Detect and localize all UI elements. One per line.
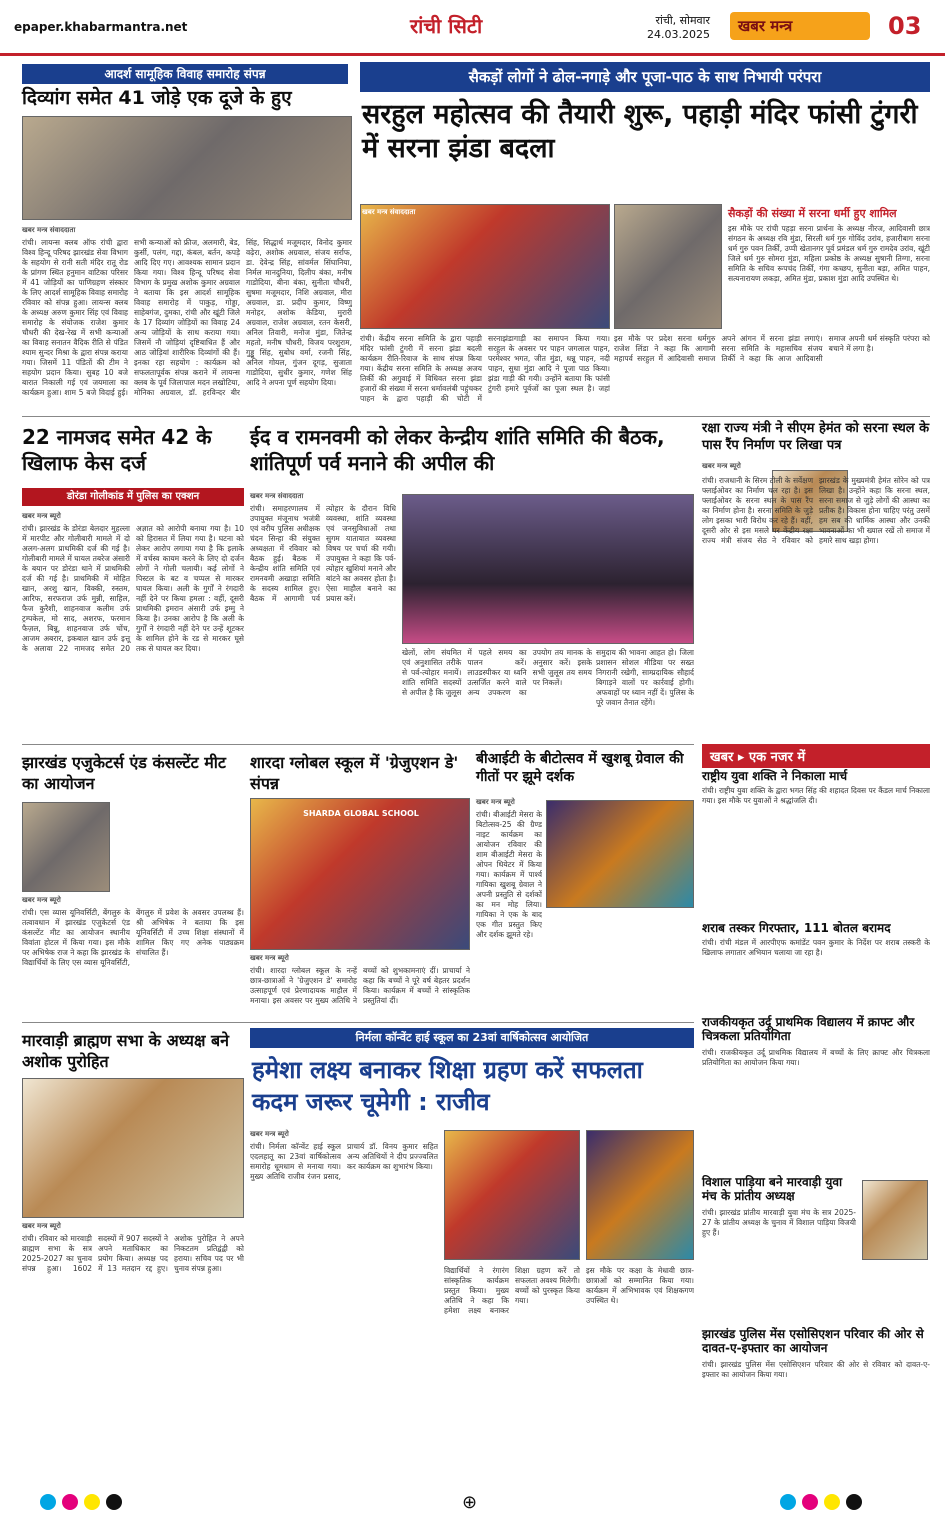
story4-body-b: खेलों, लोग संयमित एवं अनुशासित तरीके से पर्व-त्योहार मनायें। शांति समिति सदस्यों से अपील है कि जुलूस में पहले समय का पालन करें। लाउडस्पीकर या ध्वनि उत्सर्जित करने वाले अन्य उपकरण का उपयोग तय मानक के अनुसार करें। इसके सभी जुलूस तय समय पर निकलें। — [402, 648, 592, 697]
story3-byline: खबर मन्त्र ब्यूरो — [22, 512, 61, 520]
story8-body: रांची। बीआईटी मेसरा के बिटोत्सव-25 की ग्रैण्ड नाइट कार्यक्रम का आयोजन रविवार की शाम बीआईटी मेसरा के ओपन थियेटर में किया गया। कार्यक्रम में पार्श्व गायिका खुशबू ग्रेवाल ने अपनी प्रस्तुति से दर्शकों का मन मोह लिया। गायिका ने एक के बाद एक गीत प्रस्तुत किए और दर्शक झूमते रहे। — [476, 810, 542, 939]
story7-photo-caption: SHARDA GLOBAL SCHOOL — [303, 809, 419, 818]
divider — [22, 744, 694, 745]
story9-photo — [22, 1078, 244, 1218]
story7-headline: शारदा ग्लोबल स्कूल में 'ग्रेजुएशन डे' संपन्न — [250, 753, 459, 793]
story1-headline: दिव्यांग समेत 41 जोड़े एक दूजे के हुए — [22, 87, 292, 109]
sidebar-tag-title: एक नजर में — [748, 750, 806, 765]
story10-body-c: इस मौके पर कक्षा के मेधावी छात्र-छात्राओं को सम्मानित किया गया। कार्यक्रम में अभिभावक एवं शिक्षकगण उपस्थित थे। — [586, 1266, 694, 1305]
sidebar-photo — [862, 1180, 928, 1260]
sidebar-item-title: शराब तस्कर गिरफ्तार, 111 बोतल बरामद — [702, 921, 891, 935]
story10-headline: हमेशा लक्ष्य बनाकर शिक्षा ग्रहण करें सफलता कदम जरूर चूमेगी : राजीव — [252, 1056, 643, 1116]
story3-kicker: डोरंडा गोलीकांड में पुलिस का एक्शन — [22, 488, 244, 506]
color-swatch — [106, 1494, 122, 1510]
section-title: रांची सिटी — [410, 14, 483, 38]
story2-headline: सरहुल महोत्सव की तैयारी शुरू, पहाड़ी मंदिर फांसी टुंगरी में सरना झंडा बदला — [362, 99, 918, 164]
color-swatch — [802, 1494, 818, 1510]
sidebar-item-body: रांची। राजकीयकृत उर्दू प्राथमिक विद्यालय में बच्चों के लिए क्राफ्ट और चित्रकला प्रतियोगिता का आयोजन किया गया। — [702, 1048, 930, 1067]
story5-byline: खबर मन्त्र ब्यूरो — [702, 462, 741, 470]
story2-photo-right — [614, 204, 722, 329]
story6-photo — [22, 802, 110, 892]
story2-body-c: इस मौके पर रांची पहड़ा सरना प्रार्थना के अध्यक्ष नीरज, आदिवासी छात्र संगठन के अध्यक्ष रवि मुंडा, सिरली धर्म गुरु गोविंद उरांव, हजारीबाग सरना धर्म गुरु पवन तिर्की, उप्पी खेतानगर पूर्व प्रमंडल धर्म गुरु रामदेव उरांव, खूंटी जिले धर्म गुरु सोमरा मुंडा, महिला प्रकोष्ठ के अध्यक्ष सुषानी तिग्गा, सरना समिति के सचिव रूपचंद तिर्की, गंगा कच्छप, सुनीता बड़ा, अमित पाहन, सत्यनारायण लकड़ा, अमित मुंडा, प्रकाश मुंडा आदि उपस्थित थे। — [728, 224, 930, 283]
story2-byline: खबर मन्त्र संवाददाता — [362, 208, 416, 216]
story4-body-a: रांची। समाहरणालय में उपायुक्त मंजूनाथ भजंत्री एवं वरीय पुलिस अधीक्षक चंदन सिन्हा की संयुक्त अध्यक्षता में रविवार को बैठक हुई। बैठक में केन्द्रीय शांति समिति एवं रामनवमी अखाड़ा समिति के सदस्य शामिल हुए। बैठक में आगामी पर्व त्योहार के दौरान विधि व्यवस्था, शांति व्यवस्था एवं जनसुविधाओं तथा सुगम यातायात व्यवस्था विषय पर चर्चा की गयी। उपायुक्त ने कहा कि पर्व-त्योहार खुशियां मनाने और बांटने का अवसर होता है। ऐसा माहौल बनाने का प्रयास करें। — [250, 504, 396, 603]
color-swatch — [84, 1494, 100, 1510]
story6-byline: खबर मन्त्र ब्यूरो — [22, 896, 61, 904]
dateline — [640, 14, 710, 42]
story3-body: रांची। झारखंड के डोरंडा बेलदार मुहल्ला में मारपीट और गोलीबारी मामले में दो अलग-अलग प्राथमिकी दर्ज की गई है। गोलीबारी मामले में घायल तबरेज अंसारी के बयान पर डोरंडा थाने में प्राथमिकी दर्ज की गई है। प्राथमिकी में मोहित खान, अरशु खान, विक्की, रुस्तम, आरिफ, सरफराज उर्फ मुन्नी, साहिल, फैज कुरैशी, शाहनवाज कलीम उर्फ ट्रम्पकेल, मो साद, अशरफ, फरमान फैज़ल, बिन्नू, शाहनवाज उर्फ चोंच, आजम अबरार, इकबाल खान उर्फ इत्तू के अलावा 22 नामजद समेत 20 अज्ञात को आरोपी बनाया गया है। 10 को हिरासत में लिया गया है। घटना को लेकर आरोप लगाया गया है कि इलाके में वर्चस्व कायम करने के लिए दो दर्जन लोगों ने गोली चलायी। कई लोगों ने पिस्टल के बट व चप्पल से मारकर घायल किया। अली के गुर्गों ने रंगदारी नहीं देने पर किया हमला : वहीं, दूसरी प्राथमिकी इमरान अंसारी उर्फ इम्मु ने किया है। उनका आरोप है कि अली के गुर्गों ने रंगदारी नहीं देने पर उन्हें शूटकर के शामिल होने के रड से मारकर घूसे तक से घायल कर दिया। — [22, 524, 244, 653]
sidebar-item-body: रांची। झारखंड प्रांतीय मारवाड़ी युवा मंच के सत्र 2025-27 के प्रांतीय अध्यक्ष के चुनाव में विशाल पाड़िया विजयी हुए हैं। — [702, 1208, 856, 1237]
story6-body: रांची। एस व्यास यूनिवर्सिटी, बेंगलुरु के तत्वावधान में झारखंड एजुकेटर्स एंड कंसल्टेंट मीट का आयोजन स्थानीय विवांता होटल में किया गया। इस मौके पर अभिषेक राज ने कहा कि झारखंड के विद्यार्थियों के लिए एस व्यास यूनिवर्सिटी, बेंगलुरु में प्रवेश के अवसर उपलब्ध हैं। श्री अभिषेक ने बताया कि इस यूनिवर्सिटी में उच्च शिक्षा संस्थानों में शामिल किए गए अनेक पाठ्यक्रम संचालित हैं। — [22, 908, 244, 967]
story2-photo-left — [360, 204, 610, 329]
story6-headline: झारखंड एजुकेटर्स एंड कंसल्टेंट मीट का आयोजन — [22, 753, 226, 793]
sidebar-tag: खबर ▸ एक नजर में — [702, 744, 930, 768]
story5-body: रांची। राजधानी के सिरम टोली के सर्वेक्षण फ्लाईओवर का निर्माण चल रहा है। इस फ्लाईओवर के सरना स्थल के पास रैंप का निर्माण होना है। सरना समिति के जुड़े लोग इसका भारी विरोध कर रहे हैं। वहीं, दूसरी ओर से इस मसले पर केंद्रीय रक्षा राज्य मंत्री संजय सेठ ने रविवार को झारखंड के मुख्यमंत्री हेमंत सोरेन को पत्र लिखा है। उन्होंने कहा कि सरना स्थल, सरना समाज से जुड़े लोगों की आस्था का प्रतीक है। विकास होना चाहिए परंतु उसमें हम सब की धार्मिक आस्था और उनकी भावनाओं का भी ख्याल रखें तो समाज में हमारे साथ खड़ा होगा। — [702, 476, 930, 545]
story10-byline: खबर मन्त्र ब्यूरो — [250, 1130, 289, 1138]
color-swatch — [62, 1494, 78, 1510]
masthead — [0, 0, 945, 56]
sidebar — [702, 744, 930, 1484]
brand-logo — [730, 12, 870, 40]
sidebar-item-title: झारखंड पुलिस मेंस एसोसिएशन परिवार की ओर से दावत-ए-इफ्तार का आयोजन — [702, 1327, 924, 1355]
date-day: रांची, सोमवार — [655, 14, 710, 27]
story10-photo-left — [444, 1130, 580, 1260]
story10-kicker: निर्मला कॉन्वेंट हाई स्कूल का 23वां वार्षिकोत्सव आयोजित — [250, 1028, 694, 1048]
story9-headline: मारवाड़ी ब्राह्मण सभा के अध्यक्ष बने अशोक पुरोहित — [22, 1031, 230, 1071]
story2-kicker: सैकड़ों लोगों ने ढोल-नगाड़े और पूजा-पाठ के साथ निभायी परंपरा — [360, 62, 930, 92]
sidebar-item-body: रांची। रांची मंडल में आरपीएफ कमांडेंट पवन कुमार के निर्देश पर शराब तस्करी के खिलाफ लगातार अभियान चलाया जा रहा है। — [702, 938, 930, 957]
crosshair-icon: ⊕ — [462, 1492, 478, 1513]
story1-byline: खबर मन्त्र संवाददाता — [22, 226, 76, 234]
story10-body-a: रांची। निर्मला कॉन्वेंट हाई स्कूल एदलहातू का 23वां वार्षिकोत्सव समारोह धूमधाम से मनाया गया। मुख्य अतिथि राजीव रंजन प्रसाद, प्राचार्य डॉ. विनय कुमार सहित अन्य अतिथियों ने दीप प्रज्ज्वलित कर कार्यक्रम का शुभारंभ किया। — [250, 1142, 438, 1181]
story8-headline: बीआईटी के बीटोत्सव में खुशबू ग्रेवाल की गीतों पर झूमे दर्शक — [476, 751, 684, 785]
story2-body-a: रांची। केंद्रीय सरना समिति के द्वारा पहाड़ी मंदिर फांसी टुंगरी में सरना झंडा बदली कार्यक्रम रीति-रिवाज के साथ संपन्न किया गया। केंद्रीय सरना समिति के अध्यक्ष अजय तिर्की की अगुवाई में विधिवत सरना झंडा हजारों की संख्या में सरना धर्मावलंबी पहुंचकर पाहन के द्वारा पहाड़ी की चोटी में सरनाझंडागाड़ी का समापन किया गया। सरहुल के अवसर पर पाहन जगलाल पाहन, परमेश्वर भगत, जीत मुंडा, धन्नू पाहन, नदी पाहन, सुधा मुंडा आदि ने पूजा पाठ किया। झंडा गाड़ी की गयी। उन्होंने बताया कि फांसी टुंगरी हमारे पूर्वजों का पूजा स्थल है। जहां — [360, 334, 610, 403]
story1-photo — [22, 116, 352, 220]
story4-byline: खबर मन्त्र संवाददाता — [250, 492, 304, 500]
story8-byline: खबर मन्त्र ब्यूरो — [476, 798, 515, 806]
story5-headline: रक्षा राज्य मंत्री ने सीएम हेमंत को सरना स्थल के पास रैंप निर्माण पर लिखा पत्र — [702, 421, 930, 453]
date-value: 24.03.2025 — [647, 28, 710, 41]
story1-body: रांची। लायन्स क्लब ऑफ रांची द्वारा विश्व हिन्दू परिषद झारखंड सेवा विभाग के सहयोग से रानी सती मंदिर रातू रोड के प्रांगण स्थित हनुमान वाटिका परिसर में 41 जोड़ियों का पाणिग्रहण संस्कार के लिए आदर्श सामूहिक विवाह समारोह रविवार को संपन्न हुआ। लायन्स क्लब के अध्यक्ष अरुण कुमार सिंह एवं विवाह समारोह के संयोजक राजेश कुमार चौधरी की देख-रेख में सभी कन्याओं का विवाह सनातन वैदिक रीति से पंडित श्याम सुन्दर मिश्रा के द्वारा संपन्न कराया गया। जिसमें 11 पंडितों की टीम ने सहयोग प्रदान किया। सुबह 10 बजे बारात निकाली गई एवं जयमाला का कार्यक्रम हुआ। शाम 5 बजे विदाई हुई। सभी कन्याओं को फ्रीज, अलमारी, बेड, कुर्सी, पलंग, गद्दा, कंबल, बर्तन, कपड़े आदि दिए गए। आवश्यक सामान प्रदान किया गया। विश्व हिन्दू परिषद सेवा विभाग के प्रमुख अशोक कुमार अग्रवाल ने बताया कि इस आदर्श सामूहिक विवाह समारोह में पाकुड़, गोड्डा, साहेबगंज, दुमका, रांची और खूंटी जिले के 17 दिव्यांग जोड़ियों का विवाह 24 अन्य जोड़ियों के साथ कराया गया। जिसमें नौ जोड़ियां दृष्टिबाधित हैं और आठ जोड़ियां शारीरिक दिव्यांगों की हैं। इनका रहा सहयोग : कार्यक्रम को सफलतापूर्वक संपन्न कराने में लायन्स क्लब के पूर्व जिलापाल मदन लखोटिया, मोनिका अग्रवाल, डॉ. हरविन्दर बीर सिंह, सिद्धार्थ मजूमदार, विनोद कुमार वढ़ेरा, अशोक अग्रवाल, संजय सर्राफ, डा. देवेन्द्र सिंह, सांवर्मल सिंघानिया, निर्मल मानदुनिया, दिलीप बंका, मनीष गाडोदिया, बीना बंका, सुनीता चौधरी, सुषमा मजूमदार, निशि अग्रवाल, मीरा अग्रवाल, डा. प्रदीप कुमार, विष्णु मनोहर, अशोक केडिया, मुरारी अग्रवाल, राजेश अग्रवाल, रतन केसरी, अनिल तिवारी, मनोज मुंडा, जितेन्द्र महतो, मनीष चौधरी, विजय परशुराम, गुड्डू सिंह, सुबोध वर्मा, रजनी सिंह, अनिल गोयल, गुंजन दूगड़, सुजाता गाडोदिया, सुधीर कुमार, गणेश सिंह आदि ने अपना पूर्ण सहयोग दिया। — [22, 238, 352, 397]
sidebar-item-title: राष्ट्रीय युवा शक्ति ने निकाला मार्च — [702, 769, 848, 783]
color-swatch — [846, 1494, 862, 1510]
story9-byline: खबर मन्त्र ब्यूरो — [22, 1222, 61, 1230]
story10-photo-right — [586, 1130, 694, 1260]
brand-name: खबर मन्त्र — [738, 17, 793, 35]
divider — [22, 1022, 694, 1023]
divider — [22, 416, 930, 417]
story7-photo — [250, 798, 470, 950]
story9-body: रांची। रविवार को मारवाड़ी ब्राह्मण सभा के सत्र 2025-2027 का चुनाव संपन्न हुआ। 1602 सदस्यों में 907 सदस्यों ने अपने मताधिकार का प्रयोग किया। अध्यक्ष पद में 13 मतदान रद्द हुए। अशोक पुरोहित ने अपने निकटतम प्रतिद्वंद्वी को हराया। सचिव पद पर भी चुनाव संपन्न हुआ। — [22, 1234, 244, 1273]
page-number: 03 — [888, 12, 922, 40]
story2-subhead: सैकड़ों की संख्या में सरना धर्मी हुए शामिल — [728, 207, 897, 220]
story4-body-c: समुदाय की भावना आहत हो। जिला प्रशासन सोशल मीडिया पर सख्त निगरानी रखेगी, साम्प्रदायिक सौहार्द बिगाड़ने वालों पर कार्रवाई होगी। अफवाहों पर ध्यान नहीं दें। पुलिस के पूरे जवान तैनात रहेंगे। — [596, 648, 694, 707]
sidebar-item-body: रांची। झारखंड पुलिस मेंस एसोसिएशन परिवार की ओर से रविवार को दावत-ए-इफ्तार का आयोजन किया गया। — [702, 1360, 930, 1379]
color-swatch — [40, 1494, 56, 1510]
story4-headline: ईद व रामनवमी को लेकर केन्द्रीय शांति समिति की बैठक, शांतिपूर्ण पर्व मनाने की अपील की — [250, 425, 665, 475]
sidebar-item-title: राजकीयकृत उर्दू प्राथमिक विद्यालय में क्राफ्ट और चित्रकला प्रतियोगिता — [702, 1015, 915, 1043]
sidebar-tag-brand: खबर — [710, 750, 734, 765]
color-swatch — [824, 1494, 840, 1510]
color-swatch — [780, 1494, 796, 1510]
story10-body-b: विद्यार्थियों ने रंगारंग सांस्कृतिक कार्यक्रम प्रस्तुत किया। मुख्य अतिथि ने कहा कि हमेशा लक्ष्य बनाकर शिक्षा ग्रहण करें तो सफलता अवश्य मिलेगी। बच्चों को पुरस्कृत किया गया। — [444, 1266, 580, 1315]
story3-headline: 22 नामजद समेत 42 के खिलाफ केस दर्ज — [22, 425, 212, 475]
story7-body: रांची। शारदा ग्लोबल स्कूल के नन्हें छात्र-छात्राओं ने 'ग्रेजुएशन डे' समारोह उत्साहपूर्ण एवं प्रेरणादायक माहौल में मनाया। इस अवसर पर मुख्य अतिथि ने बच्चों को शुभकामनाएं दीं। प्राचार्या ने कहा कि बच्चों ने पूरे वर्ष बेहतर प्रदर्शन किया। कार्यक्रम में बच्चों ने सांस्कृतिक प्रस्तुतियां दीं। — [250, 966, 470, 1005]
site-url[interactable]: epaper.khabarmantra.net — [14, 20, 188, 34]
print-marks — [0, 1490, 945, 1517]
story2-body-b: इस मौके पर प्रदेश सरना धर्मगुरु राजेश लिंडा ने कहा कि आगामी महापर्व सरहुल में आदिवासी समाज अपने आंगन में सरना झंडा लगाएं। सरना समिति के महासचिव संजय तिर्की ने कहा कि आज आदिवासी समाज अपनी धर्म संस्कृति परंपरा को बचाने में लगा है। — [614, 334, 930, 363]
story4-photo — [402, 494, 694, 644]
story7-byline: खबर मन्त्र ब्यूरो — [250, 954, 289, 962]
story8-photo — [546, 800, 694, 908]
sidebar-item-title: विशाल पाड़िया बने मारवाड़ी युवा मंच के प्रांतीय अध्यक्ष — [702, 1175, 843, 1203]
story1-kicker: आदर्श सामूहिक विवाह समारोह संपन्न — [22, 64, 348, 84]
sidebar-item-body: रांची। राष्ट्रीय युवा शक्ति के द्वारा भगत सिंह की शहादत दिवस पर कैंडल मार्च निकाला गया। इस मौके पर युवाओं ने श्रद्धांजलि दी। — [702, 786, 930, 805]
